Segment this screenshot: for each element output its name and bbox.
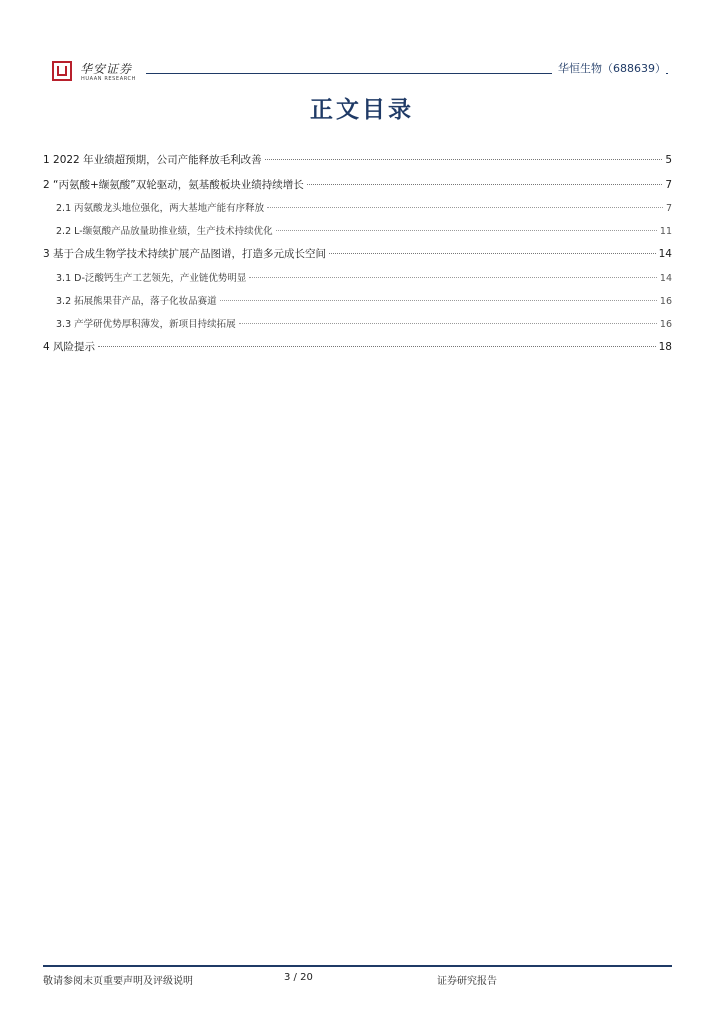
toc-entry-text: 2.2 L-缬氨酸产品放量助推业绩，生产技术持续优化: [56, 226, 273, 237]
toc-entry-text: 1 2022 年业绩超预期，公司产能释放毛利改善: [43, 154, 262, 166]
company-name: 华恒生物（688639）: [552, 60, 666, 76]
toc-entry-text: 3.2 拓展熊果苷产品，落子化妆品赛道: [56, 295, 217, 307]
toc-entry-text: 2.1 丙氨酸龙头地位强化，两大基地产能有序释放: [56, 203, 265, 214]
toc-leader-dots: [329, 253, 656, 254]
toc-entry-2[interactable]: [43, 177, 672, 202]
toc-entry-2-2[interactable]: [43, 223, 672, 246]
toc-title: 正文目录: [310, 96, 414, 123]
toc-leader-dots: [265, 159, 663, 160]
table-of-contents: [43, 152, 672, 363]
toc-leader-dots: [276, 230, 657, 231]
toc-leader-dots: [239, 323, 657, 324]
toc-page-number: 14: [658, 248, 672, 260]
toc-entry-1[interactable]: [43, 152, 672, 177]
toc-page-number: 7: [665, 178, 672, 191]
toc-entry-3-1[interactable]: [43, 270, 672, 293]
huaan-logo-icon: [52, 61, 72, 81]
toc-page-number: 7: [665, 203, 672, 214]
toc-entry-text: 3.1 D-泛酸钙生产工艺领先，产业链优势明显: [56, 272, 247, 284]
toc-page-number: 11: [659, 226, 672, 237]
page-header: [52, 58, 668, 88]
toc-leader-dots: [267, 207, 663, 208]
logo-chinese-text: 华安证券: [80, 62, 133, 76]
footer-report-type: 证券研究报告: [437, 976, 497, 987]
toc-entry-text: 3 基于合成生物学技术持续扩展产品图谱，打造多元成长空间: [43, 248, 327, 260]
toc-entry-3-2[interactable]: [43, 293, 672, 316]
footer-divider: [43, 965, 672, 967]
footer-disclaimer: 敬请参阅末页重要声明及评级说明: [43, 976, 193, 987]
toc-page-number: 5: [665, 154, 672, 166]
toc-entry-text: 3.3 产学研优势厚积薄发，新项目持续拓展: [56, 318, 236, 330]
toc-entry-text: 4 风险提示: [43, 340, 96, 353]
toc-page-number: 16: [659, 318, 672, 330]
toc-page-number: 14: [659, 272, 672, 284]
toc-entry-4[interactable]: [43, 339, 672, 364]
toc-leader-dots: [249, 277, 657, 278]
toc-entry-3[interactable]: [43, 246, 672, 271]
logo-english-text: HUAAN RESEARCH: [81, 76, 136, 82]
toc-leader-dots: [220, 300, 657, 301]
footer-page-number: 3 / 20: [284, 972, 313, 983]
toc-page-number: 16: [659, 295, 672, 307]
toc-entry-text: 2 “丙氨酸+缬氨酸”双轮驱动，氨基酸板块业绩持续增长: [43, 178, 304, 191]
toc-entry-2-1[interactable]: [43, 200, 672, 223]
toc-leader-dots: [98, 346, 656, 347]
toc-entry-3-3[interactable]: [43, 316, 672, 339]
toc-page-number: 18: [658, 340, 672, 353]
toc-leader-dots: [307, 184, 663, 185]
